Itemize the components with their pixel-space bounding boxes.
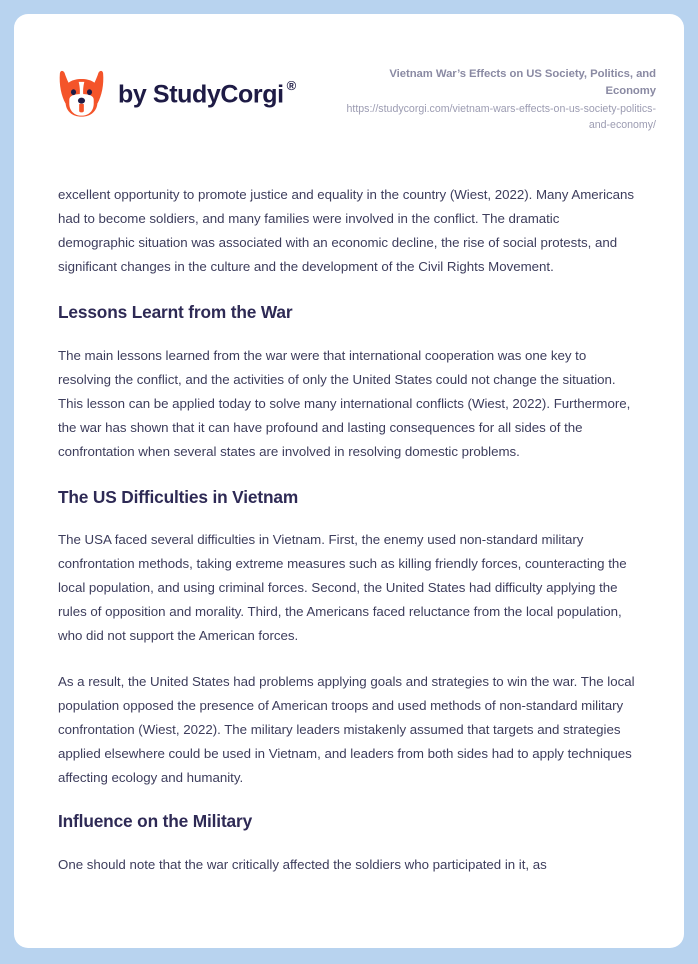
document-meta — [338, 66, 656, 134]
paragraph-us-difficulties: The USA faced several difficulties in Vietnam. First, the enemy used non-standard military confrontation methods, taking extreme measures such as killing friendly forces, counteracting the local population, and using criminal forces. Second, the United States had difficulty applying the rules of opposition and morality. Third, the Americans faced reluctance from the local population, who did not support the American forces. — [58, 532, 627, 644]
document-body — [14, 183, 684, 876]
source-url[interactable]: https://studycorgi.com/vietnam-wars-effects-on-us-society-politics-and-economy/ — [346, 103, 656, 132]
registered-trademark-icon: ® — [286, 78, 296, 94]
paragraph-lessons-learnt: The main lessons learned from the war were that international cooperation was one key to resolving the conflict, and the activities of only the United States could not change the situation. This lesson can be applied today to solve many international conflicts (Wiest, 2022). Furthermore, the war has shown that it can have profound and lasting consequences for all sides of the confrontation when several states are involved in resolving domestic problems. — [58, 347, 631, 459]
page-title: Vietnam War’s Effects on US Society, Politics, and Economy — [389, 68, 656, 97]
section-heading-influence-military: Influence on the Military — [58, 811, 253, 832]
brand-wordmark — [118, 78, 296, 109]
brand-wordmark-text: by StudyCorgi — [118, 80, 284, 109]
document-page-card — [14, 14, 684, 948]
paragraph-intro: excellent opportunity to promote justice and equality in the country (Wiest, 2022). Many Americans had to become soldiers, and many families were involved in the conflict. The dramatic demographic situation was associated with an economic decline, the rise of social protests, and significant changes in the culture and the development of the Civil Rights Movement. — [58, 187, 635, 275]
paragraph-goals-strategies: As a result, the United States had problems applying goals and strategies to win the war. The local population opposed the presence of American troops and used methods of non-standard military confrontation (Wiest, 2022). The military leaders mistakenly assumed that targets and strategies applied elsewhere could be used in Vietnam, and leaders from both sides had to apply techniques affecting ecology and humanity. — [58, 674, 635, 786]
paragraph-influence-military: One should note that the war critically affected the soldiers who participated in it, as — [58, 856, 547, 872]
corgi-face-icon — [58, 70, 105, 120]
document-header — [14, 14, 684, 134]
section-heading-lessons-learnt: Lessons Learnt from the War — [58, 302, 293, 323]
section-heading-us-difficulties: The US Difficulties in Vietnam — [58, 486, 299, 507]
studycorgi-brand[interactable] — [58, 70, 296, 120]
